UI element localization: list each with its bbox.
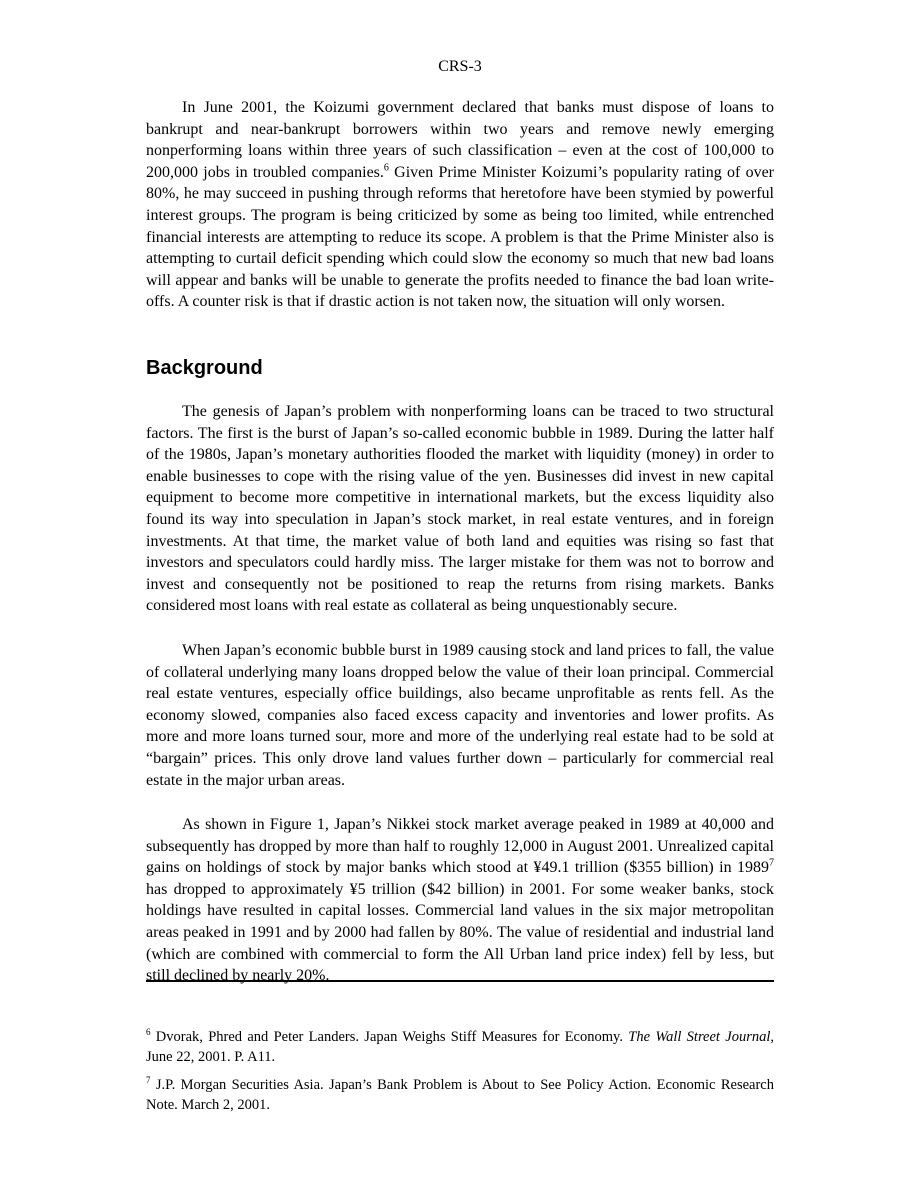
footnote-divider [146, 980, 774, 982]
nikkei-paragraph-text-2: has dropped to approximately ¥5 trillion ($42 billion) in 2001. For some weaker banks, stock holdings have resulted in capital losses. Commercial land values in the six major metropolitan areas peaked in 1991 and by 2000 had fallen by 80%. The value of residential and industrial land (which are combined with commercial to form the All Urban land price index) fell by less, but still declined by nearly 20%. [146, 880, 774, 985]
footnote-6-number: 6 [146, 1027, 151, 1038]
footnote-7 [146, 1075, 774, 1115]
footnote-ref-6: 6 [383, 162, 389, 174]
nikkei-paragraph [146, 814, 774, 987]
page-number-header: CRS-3 [438, 58, 482, 75]
nikkei-paragraph-text-1: As shown in Figure 1, Japan’s Nikkei stock market average peaked in 1989 at 40,000 and subsequently has dropped by more than half to roughly 12,000 in August 2001. Unrealized capital gains on holdings of stock by major banks which stood at ¥49.1 trillion ($355 billion) in 1989 [146, 816, 774, 877]
footnote-6-publication: The Wall Street Journal [628, 1029, 771, 1045]
intro-paragraph [146, 97, 774, 313]
intro-paragraph-text-1: In June 2001, the Koizumi government declared that banks must dispose of loans to bankrupt and near-bankrupt borrowers within two years and remove newly emerging nonperforming loans within three years of such classification – even at the cost of 100,000 to 200,000 jobs in troubled companies. [146, 99, 774, 181]
footnote-ref-7: 7 [769, 857, 774, 869]
footnote-6-text-2: , June 22, 2001. P. A11. [146, 1029, 774, 1065]
footnote-6 [146, 1027, 774, 1067]
section-heading-background: Background [146, 357, 263, 379]
footnote-6-text-1: Dvorak, Phred and Peter Landers. Japan Weighs Stiff Measures for Economy. [150, 1029, 629, 1045]
footnote-7-number: 7 [146, 1075, 151, 1086]
intro-paragraph-text-2: Given Prime Minister Koizumi’s popularity rating of over 80%, he may succeed in pushing through reforms that heretofore have been stymied by powerful interest groups. The program is being criticized by some as being too limited, while entrenched financial interests are attempting to reduce its scope. A problem is that the Prime Minister also is attempting to curtail deficit spending which could slow the economy so much that new bad loans will appear and banks will be unable to generate the profits needed to finance the bad loan write-offs. A counter risk is that if drastic action is not taken now, the situation will only worsen. [146, 163, 774, 311]
footnote-7-text: J.P. Morgan Securities Asia. Japan’s Bank Problem is About to See Policy Action. Economic Research Note. March 2, 2001. [146, 1077, 774, 1113]
background-paragraph-2: When Japan’s economic bubble burst in 1989 causing stock and land prices to fall, the value of collateral underlying many loans dropped below the value of their loan principal. Commercial real estate ventures, especially office buildings, also became unprofitable as rents fell. As the economy slowed, companies also faced excess capacity and inventories and lower profits. As more and more loans turned sour, more and more of the underlying real estate had to be sold at “bargain” prices. This only drove land values further down – particularly for commercial real estate in the major urban areas. [146, 642, 774, 789]
background-paragraph-1: The genesis of Japan’s problem with nonperforming loans can be traced to two structural factors. The first is the burst of Japan’s so-called economic bubble in 1989. During the latter half of the 1980s, Japan’s monetary authorities flooded the market with liquidity (money) in order to enable businesses to cope with the rising value of the yen. Businesses did invest in new capital equipment to become more competitive in international markets, but the excess liquidity also found its way into speculation in Japan’s stock market, in real estate ventures, and in foreign investments. At that time, the market value of both land and equities was rising so fast that investors and speculators could hardly miss. The larger mistake for them was not to borrow and invest and consequently not be positioned to reap the returns from rising markets. Banks considered most loans with real estate as collateral as being unquestionably secure. [146, 403, 774, 615]
